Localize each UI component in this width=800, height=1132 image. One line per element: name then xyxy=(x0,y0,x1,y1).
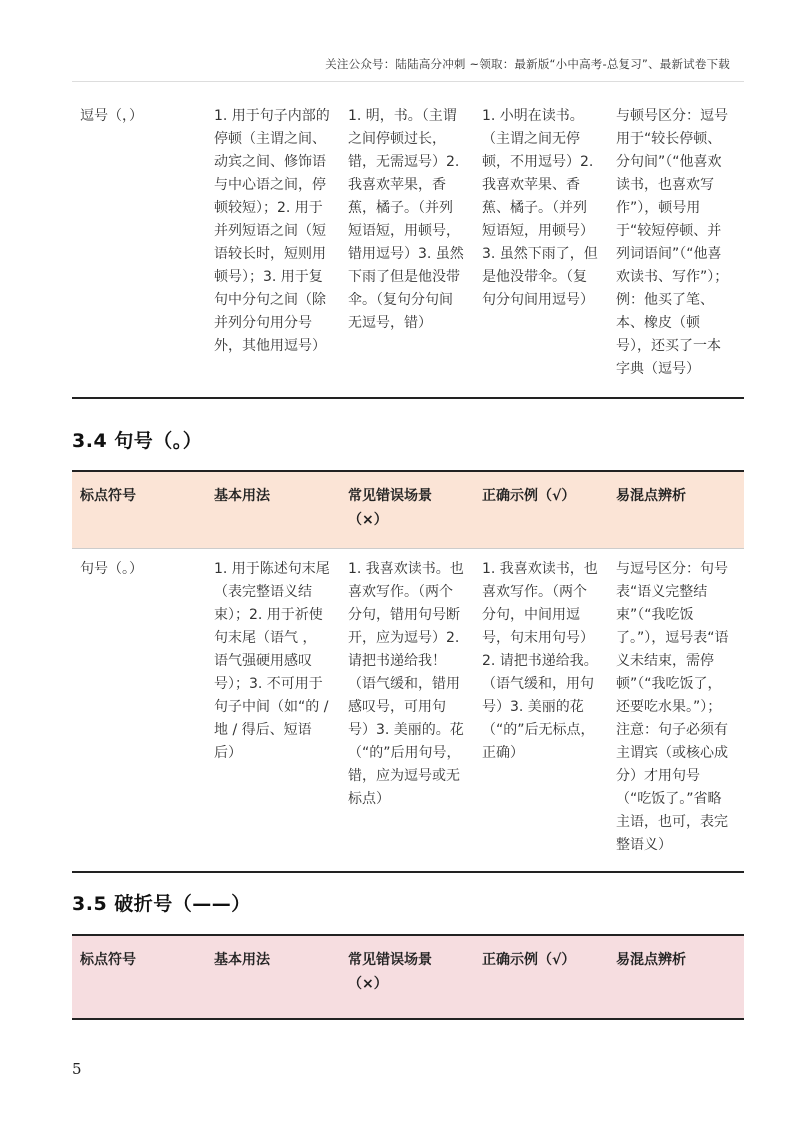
cell-error: 1. 明，书。（主谓之间停顿过长，错，无需逗号）2. 我喜欢苹果，香蕉，橘子。（并列短语短，用顿号，错用逗号）3. 虽然下雨了但是他没带伞。（复句分句间无逗号，错） xyxy=(348,108,464,331)
page-header: 关注公众号：陆陆高分冲刺 ~领取：最新版“小中高考-总复习”、最新试卷下载 xyxy=(325,57,730,71)
header-symbol: 标点符号 xyxy=(72,935,206,1019)
header-symbol: 标点符号 xyxy=(72,471,206,549)
header-error: 常见错误场景（×） xyxy=(340,471,474,549)
cell-confusion: 与逗号区分：句号表“语义完整结束”（“我吃饭了。”），逗号表“语义未结束，需停顿”（“我吃饭了，还要吃水果。”）；注意：句子必须有主谓宾（或核心成分）才用句号（“吃饭了。”省略主语，也可，表完整语义） xyxy=(616,561,729,853)
cell-usage: 1. 用于句子内部的停顿（主谓之间、动宾之间、修饰语与中心语之间，停顿较短）；2. 用于并列短语之间（短语较长时，短则用顿号）；3. 用于复句中分句之间（除并列分句用分号外，其他用逗号） xyxy=(214,108,330,354)
period-usage-table xyxy=(72,470,744,873)
cell-error: 1. 我喜欢读书。也喜欢写作。（两个分句，错用句号断开，应为逗号）2. 请把书递给我！（语气缓和，错用感叹号，可用句号）3. 美丽的。花（“的”后用句号，错，应为逗号或无标点） xyxy=(348,561,464,807)
table-row xyxy=(72,549,744,873)
header-divider xyxy=(72,81,744,82)
dash-usage-table xyxy=(72,934,744,1020)
cell-confusion: 与顿号区分：逗号用于“较长停顿、分句间”（“他喜欢读书，也喜欢写作”），顿号用于“较短停顿、并列词语间”（“他喜欢读书、写作”）；例：他买了笔、本、橡皮（顿号），还买了一本字典（逗号） xyxy=(616,108,729,377)
header-correct: 正确示例（√） xyxy=(474,935,608,1019)
header-usage: 基本用法 xyxy=(206,935,340,1019)
section-title-dash: 3.5 破折号（——） xyxy=(72,893,251,915)
section-title-period: 3.4 句号（。） xyxy=(72,430,203,452)
table-header-row xyxy=(72,471,744,549)
header-confusion: 易混点辨析 xyxy=(608,935,744,1019)
cell-symbol: 句号（。） xyxy=(80,561,143,577)
header-usage: 基本用法 xyxy=(206,471,340,549)
header-error: 常见错误场景（×） xyxy=(340,935,474,1019)
cell-symbol: 逗号（，） xyxy=(80,108,143,124)
table-row xyxy=(72,100,744,398)
comma-usage-table xyxy=(72,100,744,399)
page-number: 5 xyxy=(72,1060,82,1078)
cell-usage: 1. 用于陈述句末尾（表完整语义结束）；2. 用于祈使句末尾（语气 ，语气强硬用感叹号）；3. 不可用于句子中间（如“的 / 地 / 得后、短语后） xyxy=(214,561,330,761)
header-correct: 正确示例（√） xyxy=(474,471,608,549)
header-confusion: 易混点辨析 xyxy=(608,471,744,549)
cell-correct: 1. 小明在读书。（主谓之间无停顿，不用逗号）2. 我喜欢苹果、香蕉、橘子。（并列短语短，用顿号）3. 虽然下雨了，但是他没带伞。（复句分句间用逗号） xyxy=(482,108,598,308)
cell-correct: 1. 我喜欢读书，也喜欢写作。（两个分句，中间用逗号，句末用句号）2. 请把书递给我。（语气缓和，用句号）3. 美丽的花（“的”后无标点，正确） xyxy=(482,561,598,761)
table-header-row xyxy=(72,935,744,1019)
